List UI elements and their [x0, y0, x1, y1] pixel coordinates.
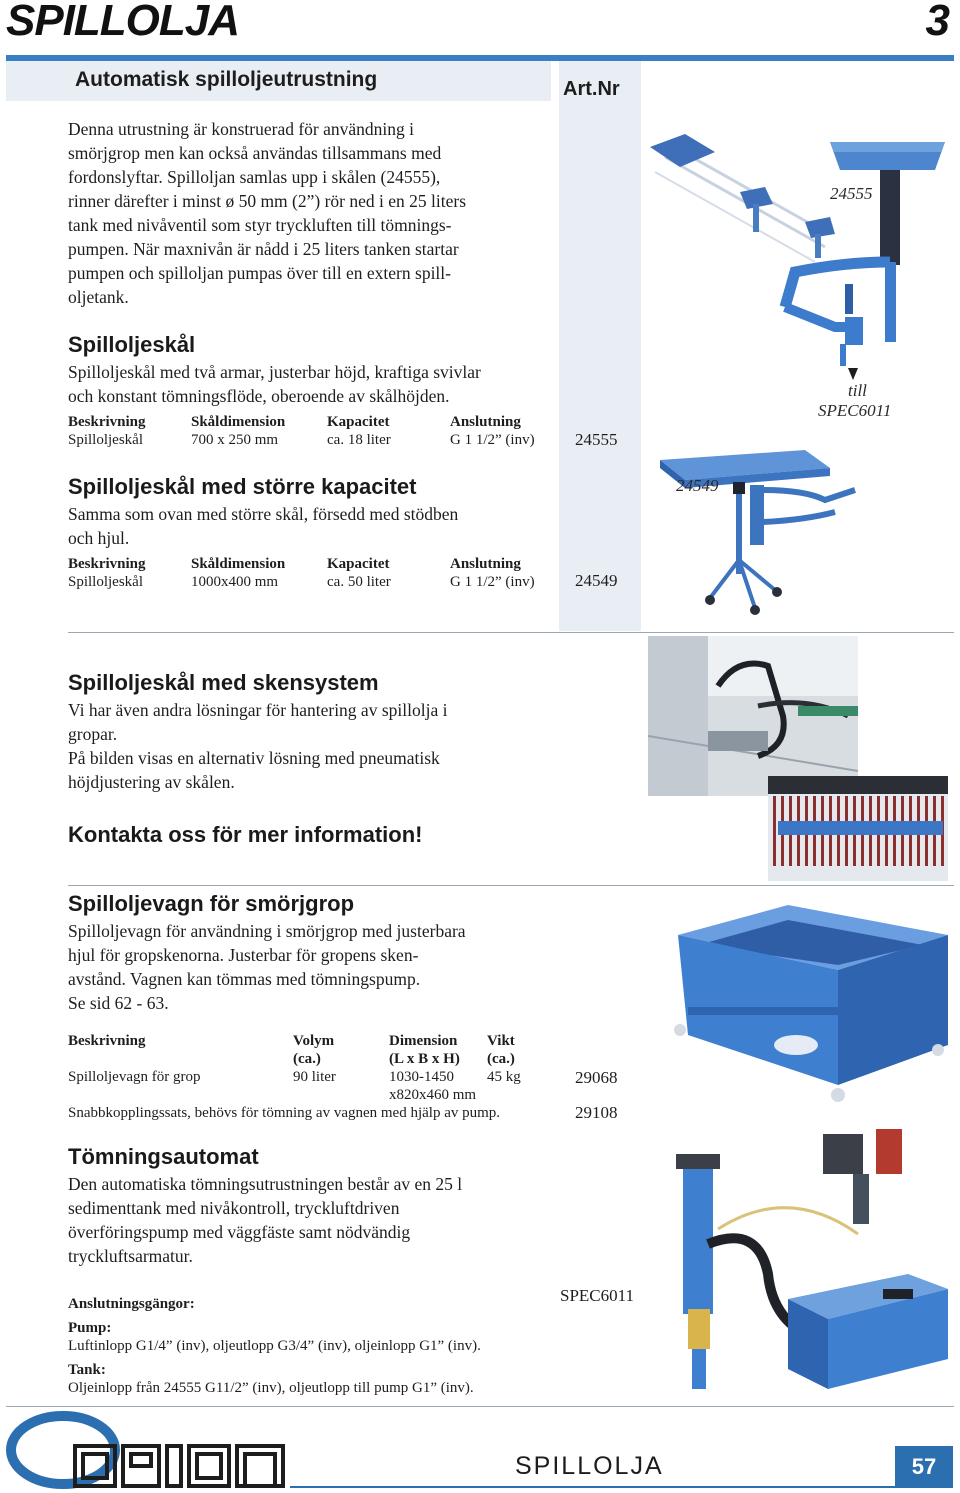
table-cell: 1030-1450 — [389, 1069, 454, 1085]
section-divider — [68, 885, 954, 886]
intro-paragraph — [68, 117, 466, 309]
product2-title: Spilloljeskål med större kapacitet — [68, 474, 417, 499]
table-header: Anslutning — [450, 556, 521, 572]
product2-spec-table — [68, 556, 548, 592]
table-cell: 45 kg — [487, 1069, 521, 1085]
tank-text: Oljeinlopp från 24555 G11/2” (inv), oljeutlopp till pump G1” (inv). — [68, 1380, 474, 1396]
rail-system-photo — [648, 636, 948, 881]
table-header: Dimension — [389, 1033, 458, 1049]
table-cell: Spilloljeskål — [68, 574, 143, 590]
footer-title: SPILLOLJA — [515, 1452, 664, 1480]
table-header: Beskrivning — [68, 1033, 146, 1049]
contact-callout: Kontakta oss för mer information! — [68, 822, 423, 847]
table-header: Volym — [293, 1033, 335, 1049]
product4-title: Spilloljevagn för smörjgrop — [68, 891, 355, 916]
description-line: På bilden visas en alternativ lösning med pneumatisk — [68, 748, 440, 768]
artnr-spec6011: SPEC6011 — [560, 1286, 635, 1305]
description-line: avstånd. Vagnen kan tömmas med tömningspump. — [68, 969, 421, 989]
orion-logo — [5, 1408, 290, 1493]
table-cell: 700 x 250 mm — [191, 432, 279, 448]
artnr-29068: 29068 — [575, 1068, 618, 1087]
product1-description — [68, 360, 481, 408]
intro-line: smörjgrop men kan också användas tillsammans med — [68, 143, 442, 163]
connection-title: Anslutningsgängor: — [68, 1296, 195, 1312]
product3-description — [68, 698, 447, 794]
product5-title: Tömningsautomat — [68, 1144, 259, 1169]
description-line: Vi har även andra lösningar för hantering av spillolja i — [68, 700, 448, 720]
description-line: Samma som ovan med större skål, försedd med stödben — [68, 504, 459, 524]
intro-line: oljetank. — [68, 287, 129, 307]
footer-rule — [290, 1486, 895, 1488]
description-line: tryckluftsarmatur. — [68, 1246, 193, 1266]
table-cell: 90 liter — [293, 1069, 336, 1085]
large-bowl-stand-illustration — [655, 450, 895, 615]
description-line: och hjul. — [68, 528, 130, 548]
figure-label-spec6011: SPEC6011 — [818, 401, 892, 420]
product1-spec-table — [68, 414, 548, 450]
intro-line: pumpen och spilloljan pumpas över till en extern spill- — [68, 263, 451, 283]
table-cell: x820x460 mm — [389, 1087, 477, 1103]
pump-text: Luftinlopp G1/4” (inv), oljeutlopp G3/4” (inv), oljeinlopp G1” (inv). — [68, 1338, 481, 1354]
tank-label: Tank: — [68, 1362, 106, 1378]
section-divider — [68, 632, 954, 633]
page-header-title: SPILLOLJA — [6, 0, 240, 45]
table-cell: ca. 50 liter — [327, 574, 391, 590]
description-line: Den automatiska tömningsutrustningen består av en 25 l — [68, 1174, 463, 1194]
oil-bowl-arms-illustration — [645, 112, 950, 452]
product1-title: Spilloljeskål — [68, 332, 196, 357]
description-line: sedimenttank med nivåkontroll, tryckluftdriven — [68, 1198, 400, 1218]
table-cell: ca. 18 liter — [327, 432, 391, 448]
drain-automat-illustration — [648, 1124, 953, 1402]
artnr-column — [559, 61, 641, 631]
table-cell: Spilloljevagn för grop — [68, 1069, 201, 1085]
description-line: Spilloljevagn för användning i smörjgrop med justerbara — [68, 921, 466, 941]
artnr-24555: 24555 — [575, 430, 618, 449]
product4-spec-table — [68, 1033, 548, 1123]
product2-description — [68, 502, 458, 550]
intro-line: rinner därefter i minst ø 50 mm (2”) rör ned i en 25 liters — [68, 191, 467, 211]
table-header: (ca.) — [487, 1051, 515, 1067]
table-cell: Spilloljeskål — [68, 432, 143, 448]
table-cell: 1000x400 mm — [191, 574, 279, 590]
table-header: (L x B x H) — [389, 1051, 460, 1067]
page-number: 57 — [895, 1446, 953, 1488]
artnr-24549: 24549 — [575, 571, 618, 590]
table-cell: G 1 1/2” (inv) — [450, 574, 535, 590]
table-header: Vikt — [487, 1033, 515, 1049]
description-line: överföringspump med väggfäste samt nödvändig — [68, 1222, 411, 1242]
table-header: Beskrivning — [68, 414, 146, 430]
table-header: Anslutning — [450, 414, 521, 430]
footer-divider — [6, 1406, 954, 1407]
oil-cart-illustration — [668, 895, 953, 1110]
table-header: Skåldimension — [191, 556, 286, 572]
figure-label-24549: 24549 — [676, 476, 719, 495]
product3-title: Spilloljeskål med skensystem — [68, 670, 379, 695]
pump-label: Pump: — [68, 1320, 112, 1336]
artnr-header: Art.Nr — [563, 78, 620, 100]
table-cell: Snabbkopplingssats, behövs för tömning av vagnen med hjälp av pump. — [68, 1105, 501, 1121]
description-line: och konstant tömningsflöde, oberoende av skålhöjden. — [68, 386, 450, 406]
artnr-29108: 29108 — [575, 1103, 618, 1122]
intro-line: Denna utrustning är konstruerad för användning i — [68, 119, 415, 139]
description-line: gropar. — [68, 724, 118, 744]
table-cell: G 1 1/2” (inv) — [450, 432, 535, 448]
product5-description — [68, 1172, 462, 1268]
table-header: (ca.) — [293, 1051, 321, 1067]
table-header: Skåldimension — [191, 414, 286, 430]
description-line: höjdjustering av skålen. — [68, 772, 235, 792]
chapter-number: 3 — [925, 0, 950, 45]
table-header: Beskrivning — [68, 556, 146, 572]
intro-line: pumpen. När maxnivån är nådd i 25 liters tanken startar — [68, 239, 459, 259]
connection-spec — [68, 1296, 568, 1398]
product4-description — [68, 919, 466, 1015]
figure-label-24555: 24555 — [830, 184, 873, 203]
table-header: Kapacitet — [327, 414, 390, 430]
section-title: Automatisk spilloljeutrustning — [75, 68, 378, 91]
intro-line: tank med nivåventil som styr tryckluften till tömnings- — [68, 215, 452, 235]
description-line: hjul för gropskenorna. Justerbar för gropens sken- — [68, 945, 419, 965]
intro-line: fordonslyftar. Spilloljan samlas upp i skålen (24555), — [68, 167, 441, 187]
table-header: Kapacitet — [327, 556, 390, 572]
description-line: Se sid 62 - 63. — [68, 993, 169, 1013]
description-line: Spilloljeskål med två armar, justerbar höjd, kraftiga svivlar — [68, 362, 481, 382]
figure-label-till: till — [848, 381, 867, 400]
